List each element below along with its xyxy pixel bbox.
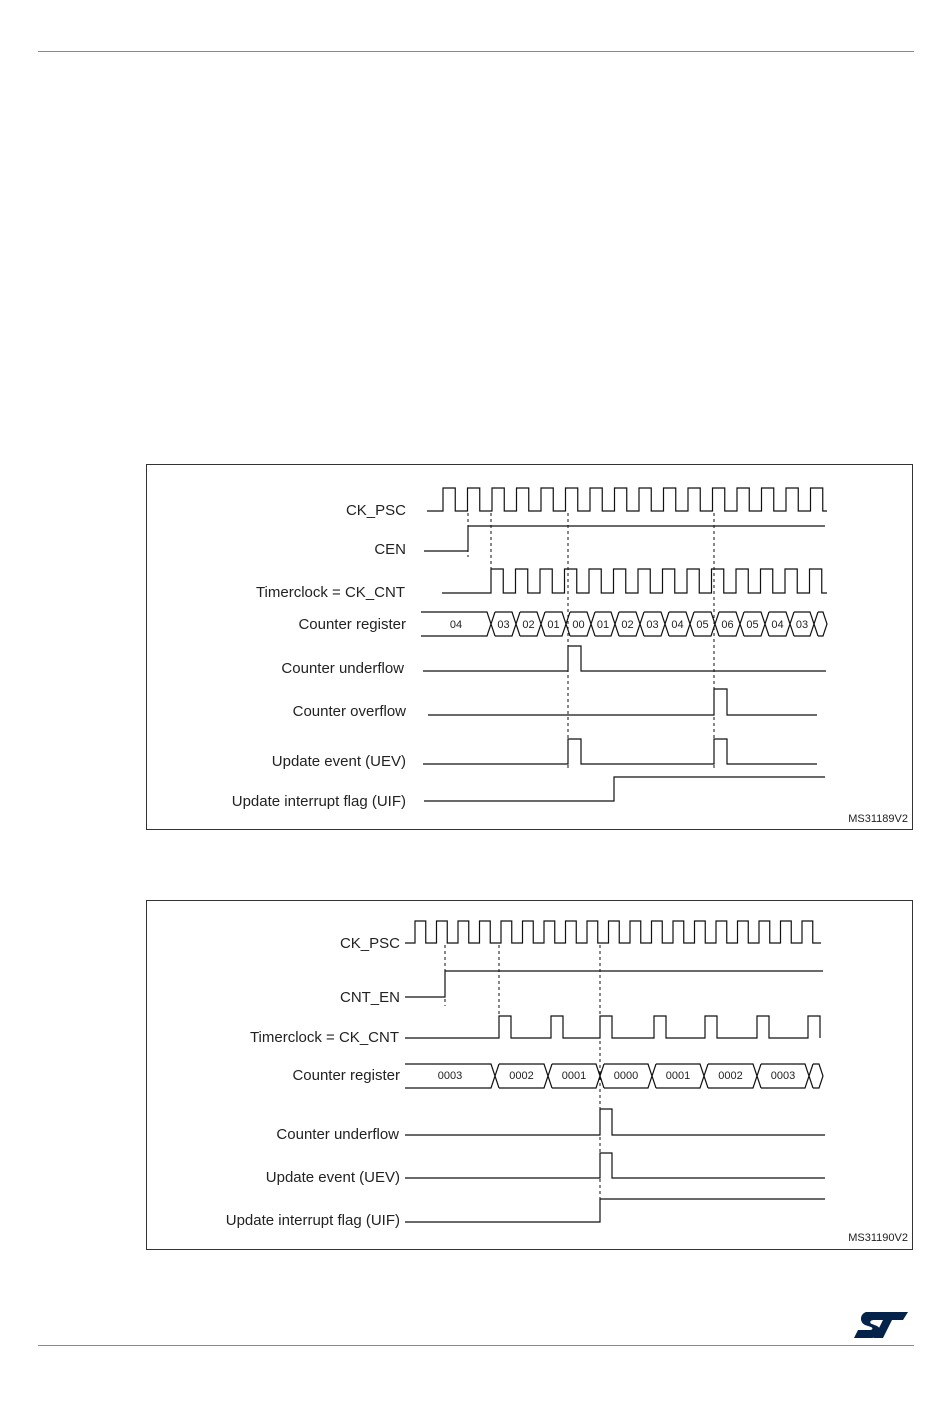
timerclock-waveform — [442, 569, 827, 593]
update-flag-waveform — [424, 777, 825, 801]
counter-register-value-0: 04 — [449, 619, 463, 631]
counter-register-value-13: 03 — [795, 619, 809, 631]
header-rule — [38, 51, 914, 52]
counter-register-value-3: 0000 — [613, 1070, 639, 1082]
counter-register-value-2: 0001 — [561, 1070, 587, 1082]
label-timerclock: Timerclock = CK_CNT — [255, 584, 405, 601]
counter-register-value-8: 04 — [671, 619, 684, 631]
label-counter-register: Counter register — [292, 1067, 400, 1084]
label-counter-underflow: Counter underflow — [276, 1126, 399, 1143]
ck-psc-waveform — [405, 921, 821, 943]
update-flag-waveform — [405, 1199, 825, 1222]
label-update-event: Update event (UEV) — [271, 753, 406, 770]
counter-register-value-1: 0002 — [509, 1070, 534, 1082]
cen-waveform — [424, 526, 825, 551]
label-update-flag: Update interrupt flag (UIF) — [225, 1212, 400, 1229]
counter-register-value-4: 00 — [572, 619, 585, 631]
counter-register-value-7: 03 — [646, 619, 659, 631]
figure-2-id: MS31190V2 — [848, 1232, 908, 1244]
label-cen: CEN — [374, 541, 406, 558]
timerclock-waveform — [405, 1016, 820, 1038]
footer-rule — [38, 1345, 914, 1346]
counter-register-value-10: 06 — [721, 619, 734, 631]
update-event-waveform — [423, 739, 817, 764]
label-update-event: Update event (UEV) — [265, 1169, 400, 1186]
counter-register-value-0: 0003 — [437, 1070, 463, 1082]
label-update-flag: Update interrupt flag (UIF) — [231, 793, 406, 810]
timing-diagram-2-svg — [147, 901, 914, 1251]
label-counter-overflow: Counter overflow — [292, 703, 406, 720]
counter-underflow-waveform — [405, 1109, 825, 1135]
label-ck-psc: CK_PSC — [345, 502, 406, 519]
counter-register-value-1: 03 — [497, 619, 510, 631]
counter-register-value-5: 01 — [596, 619, 610, 631]
update-event-waveform — [405, 1153, 825, 1178]
st-logo-icon — [852, 1308, 910, 1342]
counter-register-value-2: 02 — [522, 619, 535, 631]
ck-psc-waveform — [427, 488, 827, 511]
counter-overflow-waveform — [428, 689, 817, 715]
counter-register-value-12: 04 — [771, 619, 784, 631]
counter-register-value-9: 05 — [696, 619, 709, 631]
counter-register-value-3: 01 — [547, 619, 560, 631]
timing-diagram-1 — [146, 464, 913, 830]
counter-register-value-5: 0002 — [718, 1070, 743, 1082]
cnt-en-waveform — [405, 971, 823, 997]
label-counter-register: Counter register — [298, 616, 406, 633]
label-ck-psc: CK_PSC — [339, 935, 400, 952]
label-timerclock: Timerclock = CK_CNT — [249, 1029, 399, 1046]
st-logo-shape — [854, 1312, 908, 1338]
counter-register-value-6: 0003 — [770, 1070, 796, 1082]
counter-register-value-11: 05 — [746, 619, 759, 631]
label-counter-underflow: Counter underflow — [281, 660, 404, 677]
counter-register-value-4: 0001 — [665, 1070, 691, 1082]
counter-register-value-6: 02 — [621, 619, 634, 631]
label-cnt-en: CNT_EN — [339, 989, 400, 1006]
figure-1-id: MS31189V2 — [848, 813, 908, 825]
timing-diagram-2 — [146, 900, 913, 1250]
timing-diagram-1-svg — [147, 465, 914, 831]
counter-underflow-waveform — [423, 646, 826, 671]
